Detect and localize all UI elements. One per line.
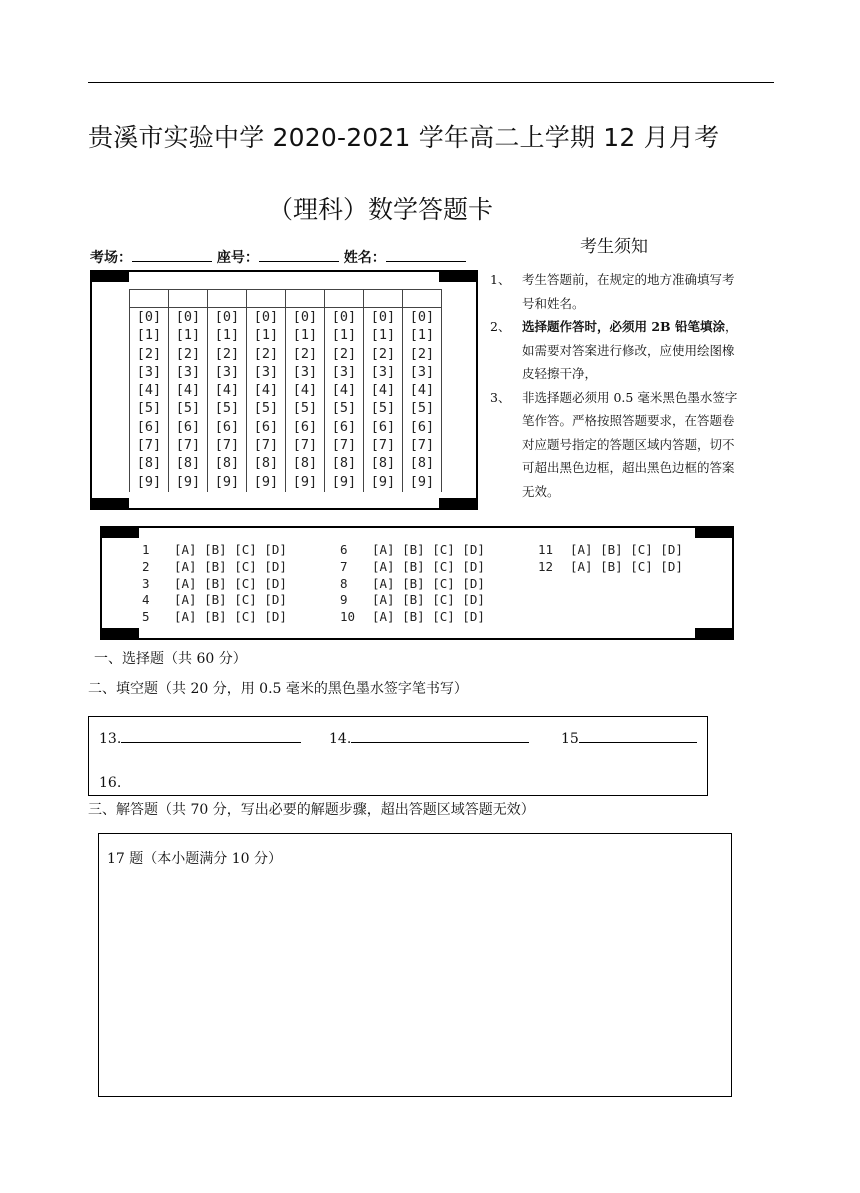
id-digit-bubble[interactable]: [1] [370,327,396,344]
corner-mark [439,271,477,282]
id-digit-grid [129,289,440,492]
id-digit-bubble[interactable]: [1] [175,327,201,344]
id-digit-column [169,289,208,492]
notice-number: 2、 [490,319,511,334]
mc-answer-options[interactable]: [A] [B] [C] [D] [174,592,287,608]
id-digit-bubble[interactable]: [2] [175,345,201,362]
corner-mark [101,527,139,538]
id-digit-bubble[interactable]: [7] [214,437,240,454]
mc-question-number: 9 [340,592,348,608]
blank-15-label: 15 [561,731,579,747]
id-digit-bubble[interactable]: [9] [292,473,318,490]
id-digit-bubble[interactable]: [0] [136,309,162,325]
mc-question-number: 12 [538,558,554,574]
id-write-cell[interactable] [247,289,285,308]
id-digit-column [130,289,169,492]
mc-question-number: 2 [142,558,150,574]
id-digit-bubble[interactable]: [7] [175,437,201,454]
mc-answer-options[interactable]: [A] [B] [C] [D] [174,542,287,557]
id-digit-bubble[interactable]: [5] [292,400,318,417]
id-digit-bubble[interactable]: [1] [409,327,435,344]
id-digit-column [364,289,403,492]
notice-item [490,386,740,504]
mc-answer-options[interactable]: [A] [B] [C] [D] [174,558,287,574]
id-digit-bubble[interactable]: [8] [370,455,396,472]
id-digit-bubble[interactable]: [2] [331,345,357,362]
id-digit-bubble[interactable]: [1] [136,327,162,344]
mc-question-number: 10 [340,609,356,625]
id-digit-bubble[interactable]: [8] [175,455,201,472]
id-digit-bubble[interactable]: [5] [136,400,162,417]
notice-bold-text: 选择题作答时，必须用 2B 铅笔填涂 [522,319,725,334]
id-digit-bubble[interactable]: [6] [331,418,357,435]
blank-15-line [579,729,697,743]
mc-question-number: 11 [538,542,554,557]
id-digit-bubble[interactable]: [3] [214,363,240,380]
seat-field[interactable] [259,249,339,262]
mc-answer-options[interactable]: [A] [B] [C] [D] [570,558,683,574]
mc-question-number: 4 [142,592,150,608]
id-digit-bubble[interactable]: [0] [214,309,240,325]
id-digit-column [403,289,442,492]
id-digit-bubble[interactable]: [2] [370,345,396,362]
id-write-cell[interactable] [325,289,363,308]
blank-15[interactable] [561,729,697,747]
id-digit-bubble[interactable]: [0] [175,309,201,325]
corner-mark [439,498,477,509]
id-digit-bubble[interactable]: [7] [253,437,279,454]
id-digit-bubble[interactable]: [6] [175,418,201,435]
exam-room-label: 考场： [90,250,132,266]
id-digit-bubble[interactable]: [5] [370,400,396,417]
id-digit-bubble[interactable]: [4] [253,382,279,399]
corner-mark [101,628,139,639]
id-digit-bubble[interactable]: [1] [292,327,318,344]
name-label: 姓名： [343,250,386,266]
exam-info-row [90,247,466,267]
id-digit-bubble[interactable]: [3] [136,363,162,380]
section-choice-heading: 一、选择题（共 60 分） [94,651,247,667]
q17-answer-box[interactable] [98,833,732,1097]
id-write-cell[interactable] [403,289,441,308]
blank-14[interactable] [329,729,529,747]
id-digit-bubble[interactable]: [8] [253,455,279,472]
fill-blank-box [88,716,708,796]
mc-question-number: 7 [340,558,348,574]
id-digit-bubble[interactable]: [5] [331,400,357,417]
id-digit-bubble[interactable]: [9] [331,473,357,490]
notice-text: ，如需要对答案进行修改，应使用绘图橡皮轻擦干净， [522,319,738,381]
id-digit-bubble[interactable]: [0] [331,309,357,325]
id-digit-bubble[interactable]: [3] [409,363,435,380]
id-digit-bubble[interactable]: [5] [175,400,201,417]
notice-text: 考生答题前，在规定的地方准确填写考号和姓名。 [522,272,735,311]
id-digit-bubble[interactable]: [1] [214,327,240,344]
student-id-box [90,270,478,510]
name-field[interactable] [386,249,466,262]
id-digit-column [208,289,247,492]
notice-item [490,315,740,386]
mc-answer-options[interactable]: [A] [B] [C] [D] [372,609,485,625]
id-digit-bubble[interactable]: [2] [409,345,435,362]
header-rule [88,82,774,83]
title-line-2: （理科）数学答题卡 [268,195,494,224]
id-digit-bubble[interactable]: [8] [214,455,240,472]
id-digit-column [286,289,325,492]
id-digit-bubble[interactable]: [9] [214,473,240,490]
id-digit-bubble[interactable]: [5] [253,400,279,417]
mc-answer-options[interactable]: [A] [B] [C] [D] [174,575,287,591]
section-solve-heading: 三、解答题（共 70 分，写出必要的解题步骤，超出答题区域答题无效） [88,802,535,818]
id-digit-bubble[interactable]: [0] [292,309,318,325]
id-digit-bubble[interactable]: [6] [292,418,318,435]
notice-item [490,268,740,315]
notice-title: 考生须知 [580,237,648,257]
id-digit-bubble[interactable]: [7] [409,437,435,454]
blank-14-label: 14. [329,731,352,747]
id-digit-bubble[interactable]: [5] [409,400,435,417]
corner-mark [91,271,129,282]
id-digit-bubble[interactable]: [9] [409,473,435,490]
id-digit-bubble[interactable]: [4] [136,382,162,399]
id-digit-bubble[interactable]: [9] [136,473,162,490]
id-write-cell[interactable] [286,289,324,308]
corner-mark [695,628,733,639]
id-digit-bubble[interactable]: [2] [253,345,279,362]
id-digit-bubble[interactable]: [6] [136,418,162,435]
blank-16[interactable] [99,775,121,791]
id-digit-bubble[interactable]: [9] [253,473,279,490]
mc-answer-options[interactable]: [A] [B] [C] [D] [372,542,485,557]
id-write-cell[interactable] [208,289,246,308]
section-fill-heading: 二、填空题（共 20 分，用 0.5 毫米的黑色墨水签字笔书写） [88,681,468,697]
id-digit-bubble[interactable]: [3] [292,363,318,380]
id-digit-bubble[interactable]: [6] [370,418,396,435]
title-line-1: 贵溪市实验中学 2020-2021 学年高二上学期 12 月月考 [88,123,720,152]
id-digit-bubble[interactable]: [2] [136,345,162,362]
id-digit-bubble[interactable]: [6] [253,418,279,435]
id-digit-bubble[interactable]: [8] [331,455,357,472]
blank-13-label: 13. [99,731,122,747]
mc-answer-options[interactable]: [A] [B] [C] [D] [372,592,485,608]
mc-answer-options[interactable]: [A] [B] [C] [D] [372,558,485,574]
q17-label: 17 题（本小题满分 10 分） [107,851,282,867]
id-digit-bubble[interactable]: [7] [331,437,357,454]
id-digit-bubble[interactable]: [1] [331,327,357,344]
multiple-choice-box [100,526,734,640]
notice-number: 3、 [490,389,511,405]
id-digit-bubble[interactable]: [7] [370,437,396,454]
corner-mark [91,498,129,509]
mc-answer-options[interactable]: [A] [B] [C] [D] [174,609,287,625]
id-digit-bubble[interactable]: [6] [214,418,240,435]
id-digit-bubble[interactable]: [9] [175,473,201,490]
id-digit-bubble[interactable]: [4] [214,382,240,399]
mc-question-number: 6 [340,542,348,557]
id-digit-bubble[interactable]: [0] [253,309,279,325]
exam-room-field[interactable] [132,249,212,262]
seat-label: 座号： [216,250,259,266]
id-write-cell[interactable] [169,289,207,308]
id-digit-column [325,289,364,492]
id-digit-bubble[interactable]: [4] [175,382,201,399]
id-digit-bubble[interactable]: [3] [370,363,396,380]
id-digit-bubble[interactable]: [7] [136,437,162,454]
id-write-cell[interactable] [130,289,168,308]
blank-13-line [121,729,301,743]
blank-16-label: 16. [99,775,122,791]
notice-list [490,268,740,503]
id-digit-bubble[interactable]: [4] [292,382,318,399]
id-digit-bubble[interactable]: [9] [370,473,396,490]
mc-question-number: 5 [142,609,150,625]
id-digit-bubble[interactable]: [1] [253,327,279,344]
mc-question-number: 8 [340,575,348,591]
id-digit-bubble[interactable]: [4] [331,382,357,399]
id-digit-bubble[interactable]: [4] [409,382,435,399]
id-digit-bubble[interactable]: [0] [409,309,435,325]
mc-answer-options[interactable]: [A] [B] [C] [D] [372,575,485,591]
id-digit-bubble[interactable]: [8] [409,455,435,472]
id-digit-bubble[interactable]: [3] [175,363,201,380]
corner-mark [695,527,733,538]
id-digit-column [247,289,286,492]
id-digit-bubble[interactable]: [6] [409,418,435,435]
blank-13[interactable] [99,729,301,747]
id-digit-bubble[interactable]: [0] [370,309,396,325]
id-digit-bubble[interactable]: [3] [253,363,279,380]
mc-answer-options[interactable]: [A] [B] [C] [D] [570,542,683,557]
id-digit-bubble[interactable]: [4] [370,382,396,399]
id-digit-bubble[interactable]: [2] [292,345,318,362]
id-digit-bubble[interactable]: [2] [214,345,240,362]
mc-question-number: 3 [142,575,150,591]
notice-number: 1、 [490,272,511,287]
id-digit-bubble[interactable]: [8] [292,455,318,472]
blank-14-line [351,729,529,743]
mc-question-number: 1 [142,542,150,557]
id-digit-bubble[interactable]: [5] [214,400,240,417]
id-digit-bubble[interactable]: [7] [292,437,318,454]
notice-text: 非选择题必须用 0.5 毫米黑色墨水签字笔作答。严格按照答题要求，在答题卷对应题号指定的答题区域内答题，切不可超出黑色边框，超出黑色边框的答案无效。 [522,389,738,499]
id-write-cell[interactable] [364,289,402,308]
id-digit-bubble[interactable]: [8] [136,455,162,472]
id-digit-bubble[interactable]: [3] [331,363,357,380]
